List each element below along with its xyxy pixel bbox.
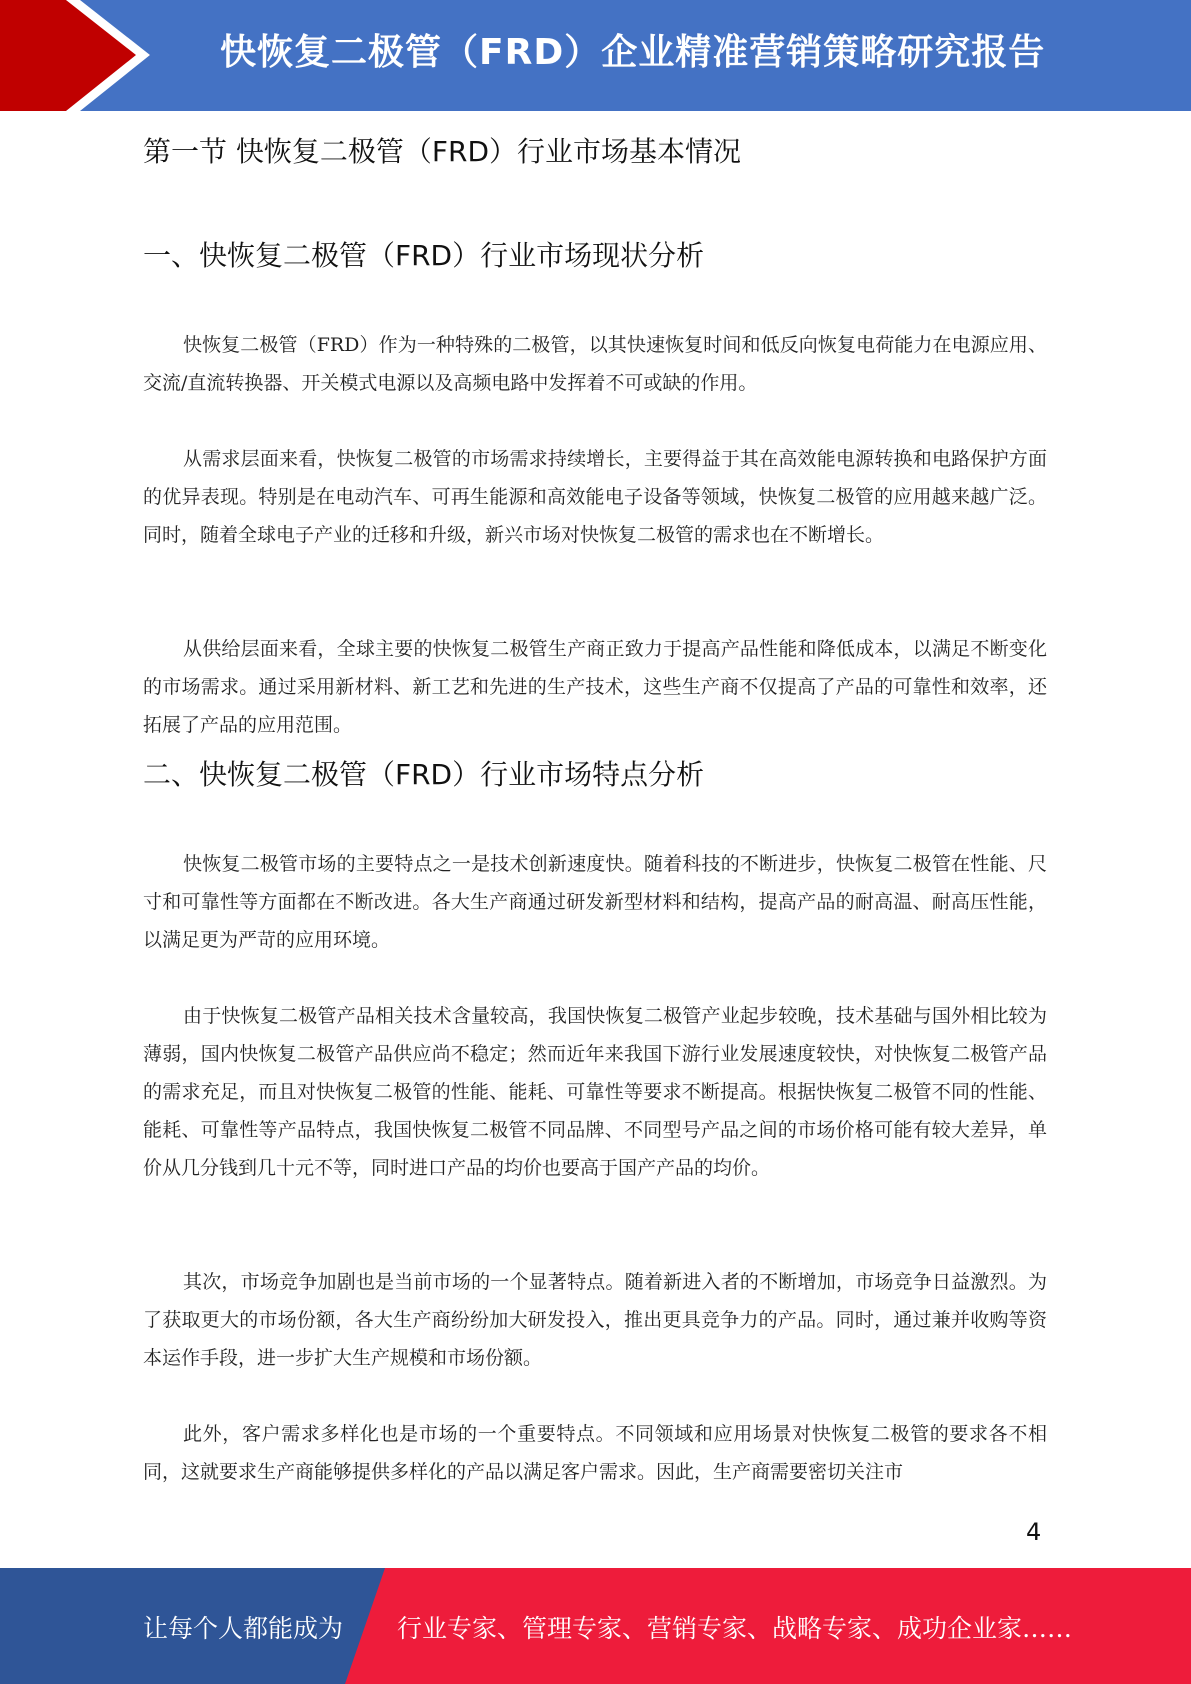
paragraph: 从需求层面来看，快恢复二极管的市场需求持续增长，主要得益于其在高效能电源转换和电路保护方面的优异表现。特别是在电动汽车、可再生能源和高效能电子设备等领域，快恢复二极管的应用越来越广泛。同时，随着全球电子产业的迁移和升级，新兴市场对快恢复二极管的需求也在不断增长。 — [143, 448, 1047, 546]
paragraph: 此外，客户需求多样化也是市场的一个重要特点。不同领域和应用场景对快恢复二极管的要求各不相同，这就要求生产商能够提供多样化的产品以满足客户需求。因此，生产商需要密切关注市 — [143, 1423, 1047, 1483]
subsection-title-2: 二、快恢复二极管（FRD）行业市场特点分析 — [143, 758, 705, 791]
paragraph: 快恢复二极管（FRD）作为一种特殊的二极管，以其快速恢复时间和低反向恢复电荷能力在电源应用、交流/直流转换器、开关模式电源以及高频电路中发挥着不可或缺的作用。 — [143, 334, 1047, 394]
page-header — [0, 0, 1191, 111]
section-title: 第一节 快恢复二极管（FRD）行业市场基本情况 — [143, 135, 742, 168]
footer-slogan-right: 行业专家、管理专家、营销专家、战略专家、成功企业家…… — [397, 1614, 1073, 1643]
page-number: 4 — [1026, 1518, 1042, 1546]
report-title: 快恢复二极管（FRD）企业精准营销策略研究报告 — [220, 32, 1046, 73]
red-arrow-shape — [0, 0, 150, 111]
paragraph: 从供给层面来看，全球主要的快恢复二极管生产商正致力于提高产品性能和降低成本，以满足不断变化的市场需求。通过采用新材料、新工艺和先进的生产技术，这些生产商不仅提高了产品的可靠性和效率，还拓展了产品的应用范围。 — [143, 638, 1047, 736]
paragraph: 由于快恢复二极管产品相关技术含量较高，我国快恢复二极管产业起步较晚，技术基础与国外相比较为薄弱，国内快恢复二极管产品供应尚不稳定；然而近年来我国下游行业发展速度较快，对快恢复二极管产品的需求充足，而且对快恢复二极管的性能、能耗、可靠性等要求不断提高。根据快恢复二极管不同的性能、能耗、可靠性等产品特点，我国快恢复二极管不同品牌、不同型号产品之间的市场价格可能有较大差异，单价从几分钱到几十元不等，同时进口产品的均价也要高于国产产品的均价。 — [143, 1005, 1047, 1179]
footer-slogan-left: 让每个人都能成为 — [143, 1614, 344, 1643]
paragraph: 快恢复二极管市场的主要特点之一是技术创新速度快。随着科技的不断进步，快恢复二极管在性能、尺寸和可靠性等方面都在不断改进。各大生产商通过研发新型材料和结构，提高产品的耐高温、耐高压性能，以满足更为严苛的应用环境。 — [143, 853, 1047, 951]
subsection-title-1: 一、快恢复二极管（FRD）行业市场现状分析 — [143, 239, 705, 272]
page-footer — [0, 1568, 1191, 1684]
paragraph: 其次，市场竞争加剧也是当前市场的一个显著特点。随着新进入者的不断增加，市场竞争日益激烈。为了获取更大的市场份额，各大生产商纷纷加大研发投入，推出更具竞争力的产品。同时，通过兼并收购等资本运作手段，进一步扩大生产规模和市场份额。 — [143, 1271, 1047, 1369]
